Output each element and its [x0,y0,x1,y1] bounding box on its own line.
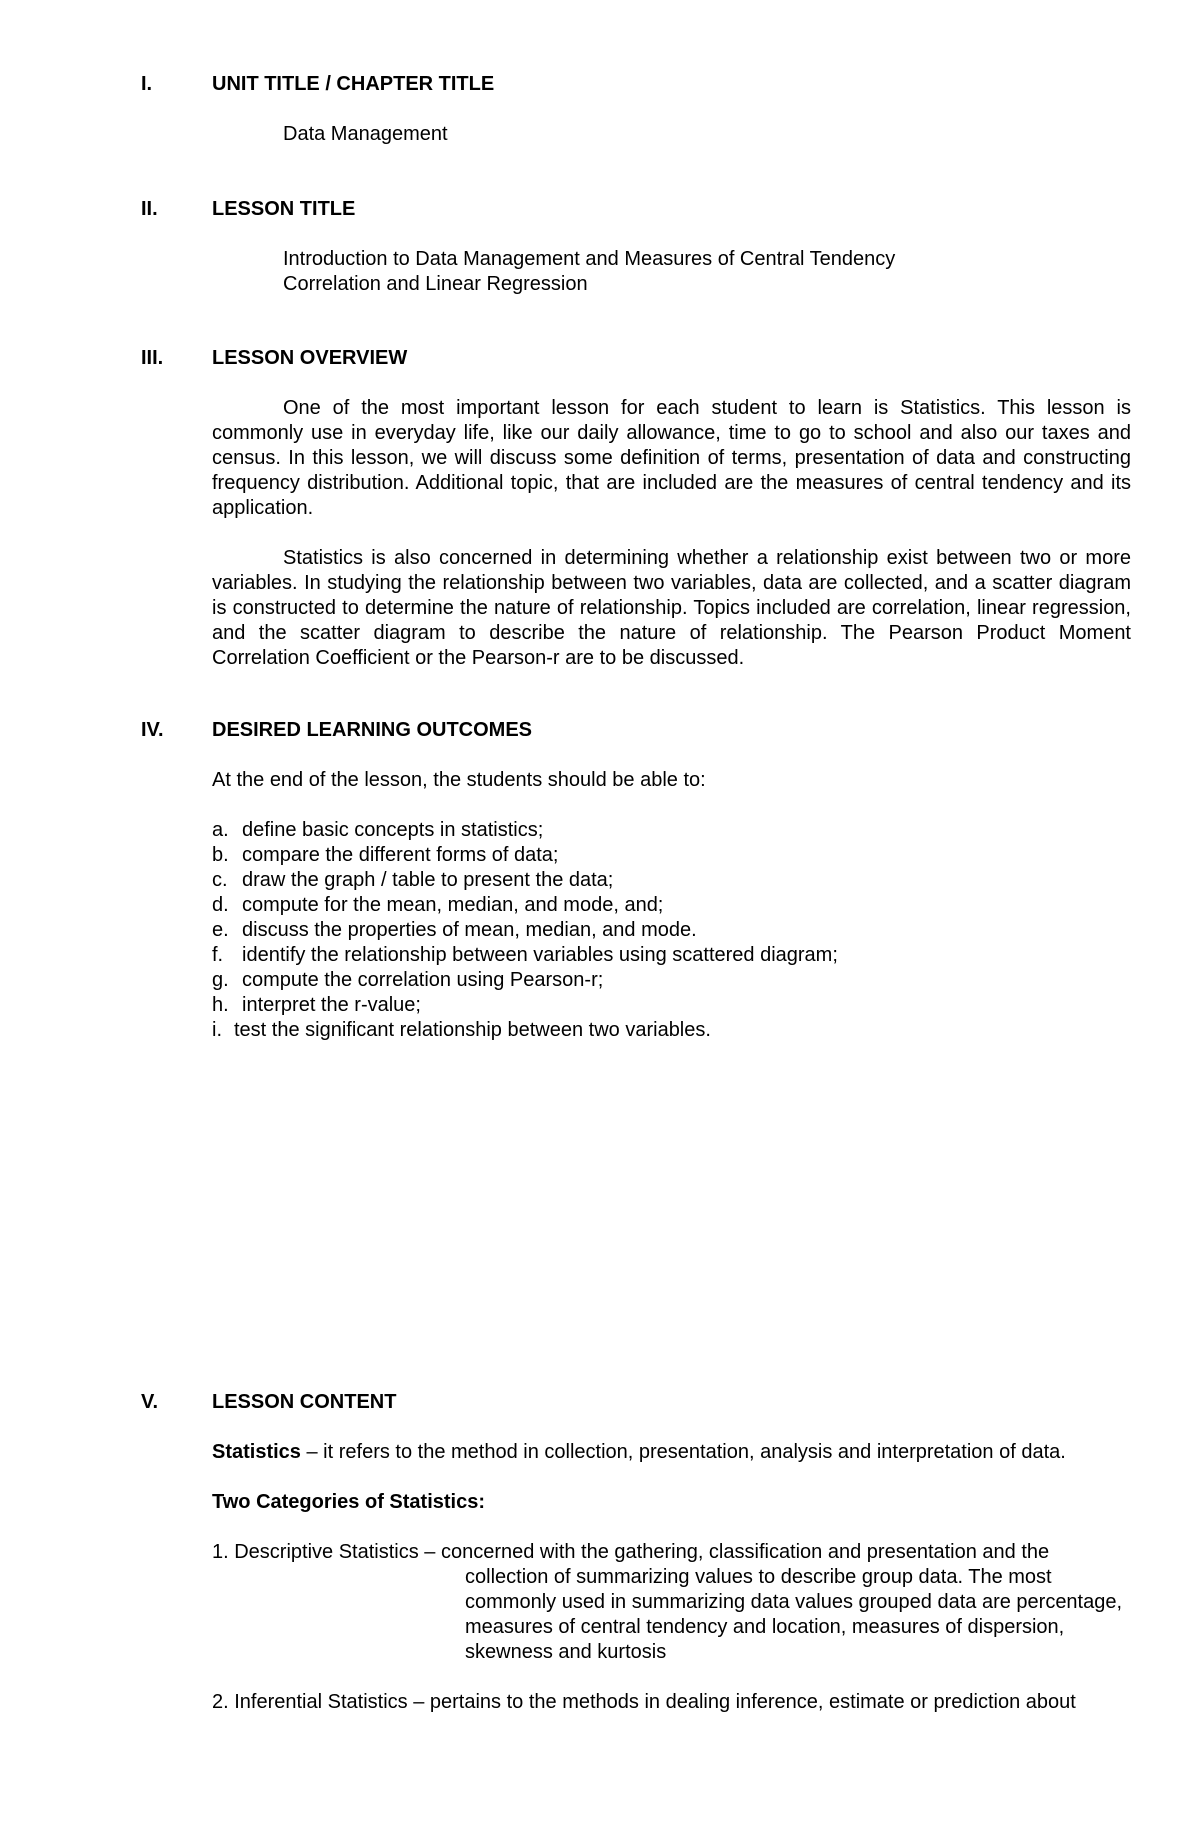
section-body [212,1440,1131,1715]
section-numeral: III. [141,347,164,369]
outcomes-list [212,818,1131,1043]
category-label: 2. Inferential Statistics – [212,1691,425,1713]
lesson-title-line: Introduction to Data Management and Measures of Central Tendency [283,248,896,270]
overview-paragraph: Statistics is also concerned in determining whether a relationship exist between two or more variables. In studying the relationship between two variables, data are collected, and a scatter diagram is constructed to determine the nature of relationship. Topics included are correlation, linear regression, and the scatter diagram to describe the nature of relationship. The Pearson Product Moment Correlation Coefficient or the Pearson-r are to be discussed. [212,547,1131,669]
list-item: a. define basic concepts in statistics; [212,819,544,841]
section-heading: DESIRED LEARNING OUTCOMES [212,719,533,741]
list-item: i. test the significant relationship between two variables. [212,1019,711,1041]
section-numeral: I. [141,73,153,95]
section-body [212,768,1131,1043]
section-numeral: II. [141,198,158,220]
section-numeral: IV. [141,719,164,741]
lesson-title-line: Correlation and Linear Regression [283,273,588,295]
category-inferential [212,1690,1131,1715]
category-text-rest: collection of summarizing values to describe group data. The most commonly used in summarizing data values grouped data are percentage, measures of central tendency and location, measures of dispersion, skewness and kurtosis [465,1566,1123,1663]
list-item: d. compute for the mean, median, and mode, and; [212,894,664,916]
overview-paragraph: One of the most important lesson for each student to learn is Statistics. This lesson is commonly use in everyday life, like our daily allowance, time to go to school and also our taxes and census. In this lesson, we will discuss some definition of terms, presentation of data and constructing frequency distribution. Additional topic, that are included are the measures of central tendency and its application. [212,397,1131,519]
statistics-definition [212,1440,1131,1465]
section-numeral: V. [141,1391,159,1413]
definition-text: – it refers to the method in collection, presentation, analysis and interpretation of data. [300,1441,1066,1463]
section-body [212,247,1200,297]
list-item: g. compute the correlation using Pearson-r; [212,969,604,991]
list-item: h. interpret the r-value; [212,994,421,1016]
section-body [212,122,1200,147]
unit-title-text: Data Management [283,123,448,145]
section-heading: UNIT TITLE / CHAPTER TITLE [212,73,495,95]
category-label: 1. Descriptive Statistics – [212,1541,436,1563]
categories-heading: Two Categories of Statistics: [212,1491,486,1513]
section-heading: LESSON CONTENT [212,1391,397,1413]
list-item: b. compare the different forms of data; [212,844,559,866]
category-descriptive [212,1540,1131,1665]
category-text-first: concerned with the gathering, classification and presentation and the [435,1541,1050,1563]
category-text: pertains to the methods in dealing inference, estimate or prediction about [424,1691,1076,1713]
section-heading: LESSON OVERVIEW [212,347,408,369]
list-item: e. discuss the properties of mean, median, and mode. [212,919,697,941]
definition-term: Statistics [212,1441,301,1463]
outcomes-intro: At the end of the lesson, the students should be able to: [212,769,706,791]
list-item: c. draw the graph / table to present the data; [212,869,614,891]
section-body [212,396,1131,671]
list-item: f. identify the relationship between variables using scattered diagram; [212,944,838,966]
section-heading: LESSON TITLE [212,198,356,220]
